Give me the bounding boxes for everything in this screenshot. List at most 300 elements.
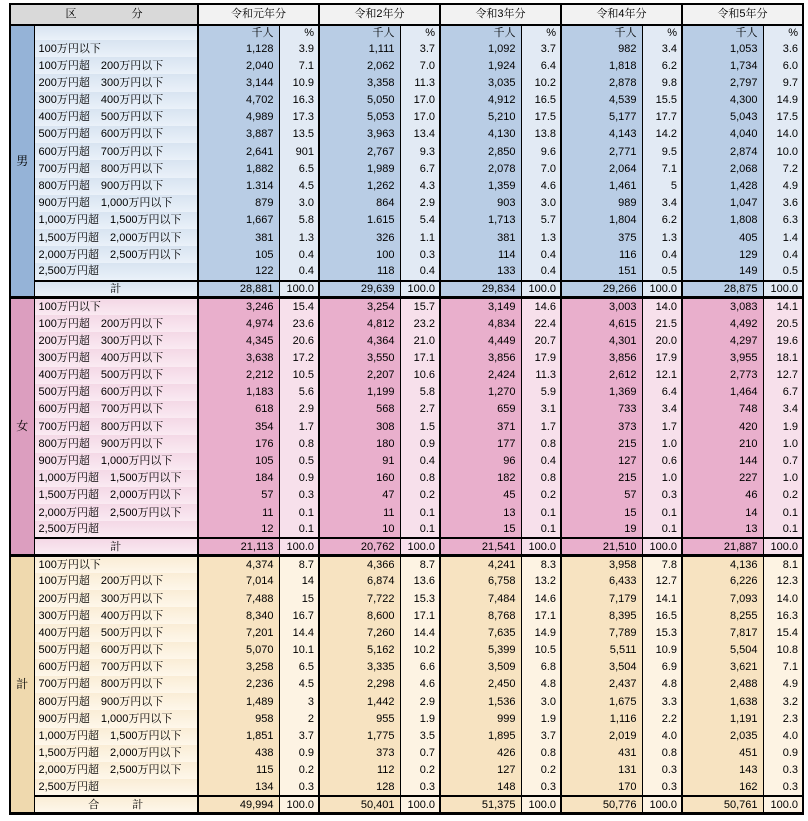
percent-cell: 0.3 [642, 487, 682, 504]
section-total-percent: 100.0 [642, 538, 682, 555]
value-cell: 903 [440, 195, 521, 212]
percent-cell: 16.3 [763, 607, 803, 624]
income-bracket-label: 500万円超 600万円以下 [34, 642, 198, 659]
value-cell: 122 [198, 263, 279, 280]
section-total-value: 20,762 [319, 538, 400, 555]
value-cell: 19 [561, 521, 642, 538]
percent-cell: 12.1 [642, 367, 682, 384]
table-row [10, 298, 803, 315]
table-row [10, 710, 803, 727]
value-cell: 1,989 [319, 160, 400, 177]
income-bracket-label: 600万円超 700万円以下 [34, 143, 198, 160]
unit-header-row [10, 25, 803, 40]
value-cell: 1,713 [440, 212, 521, 229]
income-bracket-label: 800万円超 900万円以下 [34, 435, 198, 452]
section-total-percent: 100.0 [279, 281, 319, 298]
value-cell: 151 [561, 263, 642, 280]
percent-cell: 4.9 [763, 676, 803, 693]
percent-cell: 0.4 [400, 453, 440, 470]
table-row [10, 728, 803, 745]
section-total-percent: 100.0 [763, 796, 803, 813]
value-cell: 748 [682, 401, 763, 418]
value-cell: 133 [440, 263, 521, 280]
section-total-value: 28,875 [682, 281, 763, 298]
percent-cell: 13.5 [279, 126, 319, 143]
percent-cell: 1.0 [642, 470, 682, 487]
value-cell: 2,797 [682, 74, 763, 91]
value-cell: 2,612 [561, 367, 642, 384]
table-row [10, 195, 803, 212]
value-cell: 96 [440, 453, 521, 470]
percent-cell: 14.1 [763, 298, 803, 315]
value-cell: 1,111 [319, 40, 400, 57]
section-total-percent: 100.0 [400, 538, 440, 555]
value-cell: 7,014 [198, 573, 279, 590]
value-cell: 3,083 [682, 298, 763, 315]
value-cell: 160 [319, 470, 400, 487]
value-cell: 373 [561, 418, 642, 435]
value-cell: 105 [198, 453, 279, 470]
value-cell: 3,963 [319, 126, 400, 143]
value-cell: 2,019 [561, 728, 642, 745]
section-total-percent: 100.0 [279, 796, 319, 813]
percent-cell: 4.5 [279, 178, 319, 195]
value-cell: 6,874 [319, 573, 400, 590]
percent-cell: 4.9 [763, 178, 803, 195]
percent-cell: 3.7 [400, 40, 440, 57]
percent-cell: 9.6 [521, 143, 561, 160]
percent-cell: 3.7 [521, 40, 561, 57]
value-cell: 134 [198, 779, 279, 796]
value-cell: 116 [561, 246, 642, 263]
year-header: 令和5年分 [682, 4, 803, 25]
percent-cell: 16.5 [642, 607, 682, 624]
income-bracket-label: 900万円超 1,000万円以下 [34, 710, 198, 727]
percent-cell: 7.0 [521, 160, 561, 177]
percent-cell: 6.4 [642, 384, 682, 401]
section-total-value: 28,881 [198, 281, 279, 298]
value-cell: 5,504 [682, 642, 763, 659]
percent-cell: 5.4 [400, 212, 440, 229]
percent-cell: 3.6 [763, 195, 803, 212]
table-row [10, 521, 803, 538]
income-bracket-label: 800万円超 900万円以下 [34, 693, 198, 710]
percent-cell: 3.0 [521, 195, 561, 212]
value-cell: 4,143 [561, 126, 642, 143]
income-bracket-label: 100万円超 200万円以下 [34, 315, 198, 332]
value-cell: 1,270 [440, 384, 521, 401]
value-cell: 227 [682, 470, 763, 487]
value-cell: 4,364 [319, 332, 400, 349]
percent-cell: 0.5 [763, 263, 803, 280]
percent-cell: 0.7 [400, 745, 440, 762]
percent-cell: 8.1 [763, 556, 803, 573]
value-cell: 2,874 [682, 143, 763, 160]
table-row [10, 263, 803, 280]
section-total-value: 21,510 [561, 538, 642, 555]
value-cell: 3,856 [440, 349, 521, 366]
percent-cell: 3.7 [279, 728, 319, 745]
percent-cell: 19.6 [763, 332, 803, 349]
percent-cell: 14.2 [642, 126, 682, 143]
percent-cell: 17.3 [279, 109, 319, 126]
percent-cell: 0.3 [279, 487, 319, 504]
percent-cell: 0.8 [521, 435, 561, 452]
value-cell: 1,047 [682, 195, 763, 212]
value-cell: 2,062 [319, 57, 400, 74]
value-cell: 2,437 [561, 676, 642, 693]
percent-cell: 3.4 [642, 40, 682, 57]
percent-cell: 16.7 [279, 607, 319, 624]
percent-cell: 3.5 [400, 728, 440, 745]
percent-cell: 5.9 [521, 384, 561, 401]
income-bracket-label: 200万円超 300万円以下 [34, 74, 198, 91]
percent-cell: 7.8 [642, 556, 682, 573]
percent-cell: 7.1 [763, 659, 803, 676]
percent-cell: 6.7 [400, 160, 440, 177]
value-cell: 4,449 [440, 332, 521, 349]
percent-cell: 0.2 [400, 487, 440, 504]
value-cell: 2,236 [198, 676, 279, 693]
value-cell: 451 [682, 745, 763, 762]
table-row [10, 418, 803, 435]
income-bracket-label: 900万円超 1,000万円以下 [34, 195, 198, 212]
value-cell: 6,433 [561, 573, 642, 590]
value-cell: 4,539 [561, 92, 642, 109]
percent-cell: 0.4 [279, 246, 319, 263]
section-total-value: 29,266 [561, 281, 642, 298]
value-cell: 57 [561, 487, 642, 504]
value-cell: 733 [561, 401, 642, 418]
percent-cell: 9.5 [642, 143, 682, 160]
value-cell: 958 [198, 710, 279, 727]
label-spacer [34, 25, 198, 40]
percent-cell: 0.1 [279, 504, 319, 521]
percent-cell: 0.3 [521, 779, 561, 796]
income-bracket-label: 700万円超 800万円以下 [34, 676, 198, 693]
percent-cell: 3 [279, 693, 319, 710]
value-cell: 3,509 [440, 659, 521, 676]
table-row [10, 160, 803, 177]
percent-cell: 0.1 [521, 521, 561, 538]
table-row [10, 642, 803, 659]
section-total-value: 29,834 [440, 281, 521, 298]
income-bracket-label: 1,500万円超 2,000万円以下 [34, 487, 198, 504]
value-cell: 100 [319, 246, 400, 263]
value-cell: 1,116 [561, 710, 642, 727]
section-total-row [10, 796, 803, 813]
percent-cell: 4.0 [763, 728, 803, 745]
value-cell: 1,851 [198, 728, 279, 745]
section-total-value: 21,113 [198, 538, 279, 555]
value-cell: 2,450 [440, 676, 521, 693]
percent-cell: 13.2 [521, 573, 561, 590]
value-cell: 999 [440, 710, 521, 727]
value-cell: 373 [319, 745, 400, 762]
percent-cell: 15.3 [400, 590, 440, 607]
percent-cell: 6.5 [279, 659, 319, 676]
table-row [10, 401, 803, 418]
value-cell: 426 [440, 745, 521, 762]
value-cell: 354 [198, 418, 279, 435]
income-bracket-label: 500万円超 600万円以下 [34, 384, 198, 401]
value-cell: 2,878 [561, 74, 642, 91]
percent-cell: 0.5 [642, 263, 682, 280]
section-total-value: 50,776 [561, 796, 642, 813]
percent-cell: 2.3 [763, 710, 803, 727]
percent-cell: 4.6 [521, 178, 561, 195]
value-cell: 1,262 [319, 178, 400, 195]
value-cell: 2,064 [561, 160, 642, 177]
percent-cell: 13.6 [400, 573, 440, 590]
percent-cell: 10.2 [400, 642, 440, 659]
value-cell: 2,068 [682, 160, 763, 177]
income-bracket-label: 400万円超 500万円以下 [34, 624, 198, 641]
percent-cell: 0.4 [763, 246, 803, 263]
percent-cell: 14.9 [521, 624, 561, 641]
value-cell: 1,882 [198, 160, 279, 177]
value-cell: 1,536 [440, 693, 521, 710]
percent-cell: 14.9 [763, 92, 803, 109]
income-bracket-label: 300万円超 400万円以下 [34, 349, 198, 366]
value-cell: 4,834 [440, 315, 521, 332]
percent-cell: 17.1 [521, 607, 561, 624]
table-row [10, 659, 803, 676]
percent-cell: 0.2 [279, 762, 319, 779]
value-cell: 1,818 [561, 57, 642, 74]
table-row [10, 590, 803, 607]
table-row [10, 453, 803, 470]
value-cell: 1,199 [319, 384, 400, 401]
income-bracket-label: 100万円以下 [34, 556, 198, 573]
percent-cell: 20.5 [763, 315, 803, 332]
value-cell: 1,128 [198, 40, 279, 57]
value-cell: 177 [440, 435, 521, 452]
percent-cell: 1.0 [763, 470, 803, 487]
value-cell: 7,201 [198, 624, 279, 641]
section-total-value: 51,375 [440, 796, 521, 813]
percent-cell: 9.7 [763, 74, 803, 91]
value-cell: 7,260 [319, 624, 400, 641]
kubun-header: 区 分 [10, 4, 198, 25]
percent-cell: 15 [279, 590, 319, 607]
percent-cell: 0.7 [763, 453, 803, 470]
percent-cell: 10.2 [521, 74, 561, 91]
value-cell: 4,040 [682, 126, 763, 143]
value-cell: 4,374 [198, 556, 279, 573]
value-cell: 8,255 [682, 607, 763, 624]
percent-cell: 1.0 [763, 435, 803, 452]
unit-header: 千人 [440, 25, 521, 40]
percent-cell: 8.3 [521, 556, 561, 573]
percent-cell: 0.4 [400, 263, 440, 280]
percent-cell: 3.2 [763, 693, 803, 710]
value-cell: 955 [319, 710, 400, 727]
value-cell: 1,775 [319, 728, 400, 745]
income-bracket-label: 1,000万円超 1,500万円以下 [34, 728, 198, 745]
percent-cell: 10.6 [400, 367, 440, 384]
percent-cell: 5.6 [279, 384, 319, 401]
value-cell: 3,638 [198, 349, 279, 366]
percent-cell: 13.4 [400, 126, 440, 143]
table-row [10, 556, 803, 573]
percent-cell: 6.2 [642, 57, 682, 74]
value-cell: 1,461 [561, 178, 642, 195]
percent-cell: 4.6 [400, 676, 440, 693]
value-cell: 1,924 [440, 57, 521, 74]
value-cell: 149 [682, 263, 763, 280]
value-cell: 6,758 [440, 573, 521, 590]
value-cell: 4,136 [682, 556, 763, 573]
income-bracket-label: 100万円以下 [34, 298, 198, 315]
percent-cell: 14.1 [642, 590, 682, 607]
income-bracket-label: 2,500万円超 [34, 263, 198, 280]
percent-cell: 0.2 [521, 762, 561, 779]
value-cell: 176 [198, 435, 279, 452]
value-cell: 7,488 [198, 590, 279, 607]
percent-cell: 1.1 [400, 229, 440, 246]
income-bracket-label: 2,000万円超 2,500万円以下 [34, 762, 198, 779]
percent-cell: 1.9 [400, 710, 440, 727]
income-bracket-label: 700万円超 800万円以下 [34, 418, 198, 435]
percent-cell: 16.5 [521, 92, 561, 109]
value-cell: 5,162 [319, 642, 400, 659]
unit-header: 千人 [682, 25, 763, 40]
percent-cell: 1.4 [763, 229, 803, 246]
value-cell: 15 [440, 521, 521, 538]
percent-cell: 0.3 [642, 779, 682, 796]
percent-cell: 0.4 [642, 246, 682, 263]
year-header: 令和元年分 [198, 4, 319, 25]
value-cell: 4,301 [561, 332, 642, 349]
value-cell: 431 [561, 745, 642, 762]
percent-cell: 0.4 [521, 453, 561, 470]
percent-cell: 7.0 [400, 57, 440, 74]
value-cell: 3,955 [682, 349, 763, 366]
percent-cell: 6.5 [279, 160, 319, 177]
percent-cell: 7.1 [642, 160, 682, 177]
percent-cell: 6.4 [521, 57, 561, 74]
table-row [10, 92, 803, 109]
value-cell: 4,297 [682, 332, 763, 349]
value-cell: 4,615 [561, 315, 642, 332]
percent-cell: 20.6 [279, 332, 319, 349]
value-cell: 438 [198, 745, 279, 762]
percent-cell: 0.1 [521, 504, 561, 521]
percent-cell: 1.7 [279, 418, 319, 435]
percent-cell: 17.0 [400, 92, 440, 109]
value-cell: 3,003 [561, 298, 642, 315]
value-cell: 2,207 [319, 367, 400, 384]
percent-cell: 0.4 [521, 263, 561, 280]
percent-cell: 2 [279, 710, 319, 727]
value-cell: 659 [440, 401, 521, 418]
percent-cell: 0.5 [279, 453, 319, 470]
section-total-percent: 100.0 [400, 281, 440, 298]
value-cell: 112 [319, 762, 400, 779]
value-cell: 1,464 [682, 384, 763, 401]
percent-cell: 6.3 [763, 212, 803, 229]
value-cell: 215 [561, 470, 642, 487]
table-row [10, 487, 803, 504]
percent-cell: 5.8 [279, 212, 319, 229]
percent-cell: 0.3 [400, 779, 440, 796]
percent-cell: 0.4 [521, 246, 561, 263]
value-cell: 3,254 [319, 298, 400, 315]
value-cell: 3,958 [561, 556, 642, 573]
value-cell: 2,850 [440, 143, 521, 160]
percent-cell: 7.1 [279, 57, 319, 74]
table-row [10, 315, 803, 332]
income-bracket-label: 400万円超 500万円以下 [34, 367, 198, 384]
table-row [10, 624, 803, 641]
percent-cell: 0.2 [400, 762, 440, 779]
income-bracket-label: 600万円超 700万円以下 [34, 401, 198, 418]
income-bracket-label: 500万円超 600万円以下 [34, 126, 198, 143]
value-cell: 4,812 [319, 315, 400, 332]
value-cell: 4,345 [198, 332, 279, 349]
section-total-percent: 100.0 [279, 538, 319, 555]
percent-cell: 6.2 [642, 212, 682, 229]
percent-cell: 15.5 [642, 92, 682, 109]
value-cell: 2,773 [682, 367, 763, 384]
income-bracket-label: 600万円超 700万円以下 [34, 659, 198, 676]
percent-cell: 4.0 [642, 728, 682, 745]
value-cell: 162 [682, 779, 763, 796]
percent-cell: 0.2 [521, 487, 561, 504]
percent-cell: 1.3 [279, 229, 319, 246]
table-row [10, 229, 803, 246]
section-total-value: 49,994 [198, 796, 279, 813]
percent-cell: 6.9 [642, 659, 682, 676]
value-cell: 127 [440, 762, 521, 779]
section-total-percent: 100.0 [763, 538, 803, 555]
value-cell: 1,808 [682, 212, 763, 229]
percent-cell: 3.7 [521, 728, 561, 745]
value-cell: 1.314 [198, 178, 279, 195]
percent-cell: 5.8 [400, 384, 440, 401]
percent-cell: 20.7 [521, 332, 561, 349]
table-row [10, 573, 803, 590]
value-cell: 1,638 [682, 693, 763, 710]
section-band-male: 男 [10, 25, 34, 298]
percent-cell: 11.3 [521, 367, 561, 384]
section-total-value: 50,761 [682, 796, 763, 813]
value-cell: 326 [319, 229, 400, 246]
value-cell: 4,366 [319, 556, 400, 573]
percent-cell: 14 [279, 573, 319, 590]
percent-cell: 2.2 [642, 710, 682, 727]
percent-cell: 2.9 [400, 195, 440, 212]
value-cell: 4,241 [440, 556, 521, 573]
value-cell: 371 [440, 418, 521, 435]
value-cell: 184 [198, 470, 279, 487]
table-row [10, 435, 803, 452]
percent-header: % [279, 25, 319, 40]
value-cell: 3,149 [440, 298, 521, 315]
percent-cell: 10.1 [279, 642, 319, 659]
income-bracket-label: 1,500万円超 2,000万円以下 [34, 745, 198, 762]
section-total-percent: 100.0 [400, 796, 440, 813]
percent-cell: 0.8 [279, 435, 319, 452]
value-cell: 3,550 [319, 349, 400, 366]
section-total-value: 21,887 [682, 538, 763, 555]
percent-cell: 3.4 [763, 401, 803, 418]
value-cell: 7,484 [440, 590, 521, 607]
value-cell: 114 [440, 246, 521, 263]
value-cell: 5,399 [440, 642, 521, 659]
percent-cell: 14.0 [763, 126, 803, 143]
